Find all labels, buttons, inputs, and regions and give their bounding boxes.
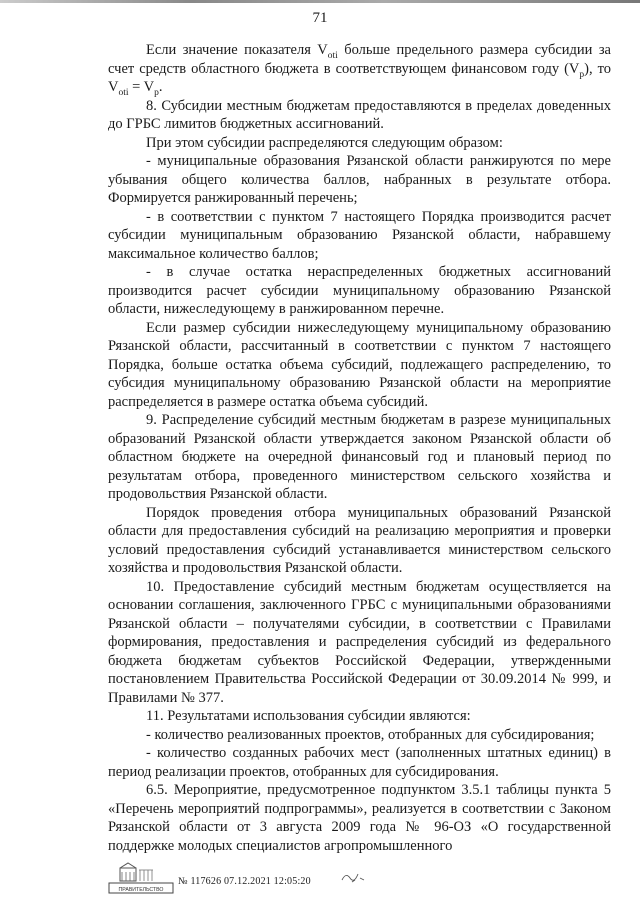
subscript-oti-2: oti xyxy=(118,87,129,98)
subscript-p: p xyxy=(579,69,585,80)
list-item-jobs: - количество созданных рабочих мест (заполненных штатных единиц) в период реализации проектов, отобранных для субсидирования. xyxy=(108,745,611,780)
formula-then: ), то V xyxy=(108,60,611,95)
formula-text: больше предельного размера субсидии за счет средств областного бюджета в соответствующем финансовом году (V xyxy=(108,42,611,77)
formula-end: . xyxy=(158,79,163,95)
subscript-oti: oti xyxy=(327,50,338,61)
paragraph-selection-procedure: Порядок проведения отбора муниципальных образований Рязанской области для предоставления субсидий на реализацию мероприятия и проверки условий предоставления субсидий устанавливается министерством сельского хозяйства и продовольствия Рязанской области. xyxy=(108,504,611,576)
government-stamp-icon xyxy=(108,862,174,894)
page-number: 71 xyxy=(312,10,328,26)
list-item-remainder: - в случае остатка нераспределенных бюджетных ассигнований производится расчет субсидии муниципальному образованию Рязанской области, нижеследующему в ранжированном перечне. xyxy=(108,264,611,317)
paragraph-11: 11. Результатами использования субсидии являются: xyxy=(146,708,471,724)
paragraph-6-5: 6.5. Мероприятие, предусмотренное подпунктом 3.5.1 таблицы пункта 5 «Перечень мероприятий подпрограммы», реализуется в соответствии с Законом Рязанской области от 3 августа 2009 года № 96-ОЗ «О государственной поддержке молодых специалистов агропромышленного xyxy=(108,782,611,854)
paragraph-8: 8. Субсидии местным бюджетам предоставляются в пределах доведенных до ГРБС лимитов бюджетных ассигнований. xyxy=(108,97,611,132)
list-item-ranking: - муниципальные образования Рязанской области ранжируются по мере убывания общего количества баллов, набранных в результате отбора. Формируется ранжированный перечень; xyxy=(108,153,611,206)
document-body xyxy=(108,41,611,855)
page-footer xyxy=(108,862,528,896)
stamp-caption: ПРАВИТЕЛЬСТВО xyxy=(118,887,164,893)
paragraph-10: 10. Предоставление субсидий местным бюджетам осуществляется на основании соглашения, заключенного ГРБС с муниципальными образованиями Рязанской области – получателями субсидии, в соответствии с Правилами формирования, предоставления и распределения субсидий из федерального бюджета бюджетам субъектов Российской Федерации, утвержденными постановлением Правительства Российской Федерации от 30.09.2014 № 999, и Правилами № 377. xyxy=(108,578,611,706)
registration-number: № 117626 07.12.2021 12:05:20 xyxy=(178,876,311,887)
formula-lead: Если значение показателя V xyxy=(146,42,328,58)
scan-edge xyxy=(0,0,640,3)
list-item-projects: - количество реализованных проектов, отобранных для субсидирования; xyxy=(146,726,595,743)
list-item-calculation: - в соответствии с пунктом 7 настоящего Порядка производится расчет субсидии муниципальным образованию Рязанской области, набравшему максимальное количество баллов; xyxy=(108,208,611,262)
paragraph-distribution: При этом субсидии распределяются следующим образом: xyxy=(146,134,503,151)
formula-eq: = V xyxy=(128,79,155,95)
paragraph-if-size: Если размер субсидии нижеследующему муниципальному образованию Рязанской области, рассчитанный в соответствии с пунктом 7 настоящего Порядка, больше остатка объема субсидий, подлежащего распределению, то субсидия муниципальному образованию Рязанской области на мероприятие распределяется в размере остатка объема субсидий. xyxy=(108,319,611,410)
paragraph-9: 9. Распределение субсидий местным бюджетам в разрезе муниципальных образований Рязанской области утверждается законом Рязанской области об областном бюджете на очередной финансовый год и плановый период по результатам отбора, проведенного министерством сельского хозяйства и продовольствия Рязанской области. xyxy=(108,412,611,502)
paragraph-formula xyxy=(108,41,611,97)
signature-mark-icon xyxy=(340,866,366,886)
subscript-p-2: p xyxy=(154,87,159,98)
